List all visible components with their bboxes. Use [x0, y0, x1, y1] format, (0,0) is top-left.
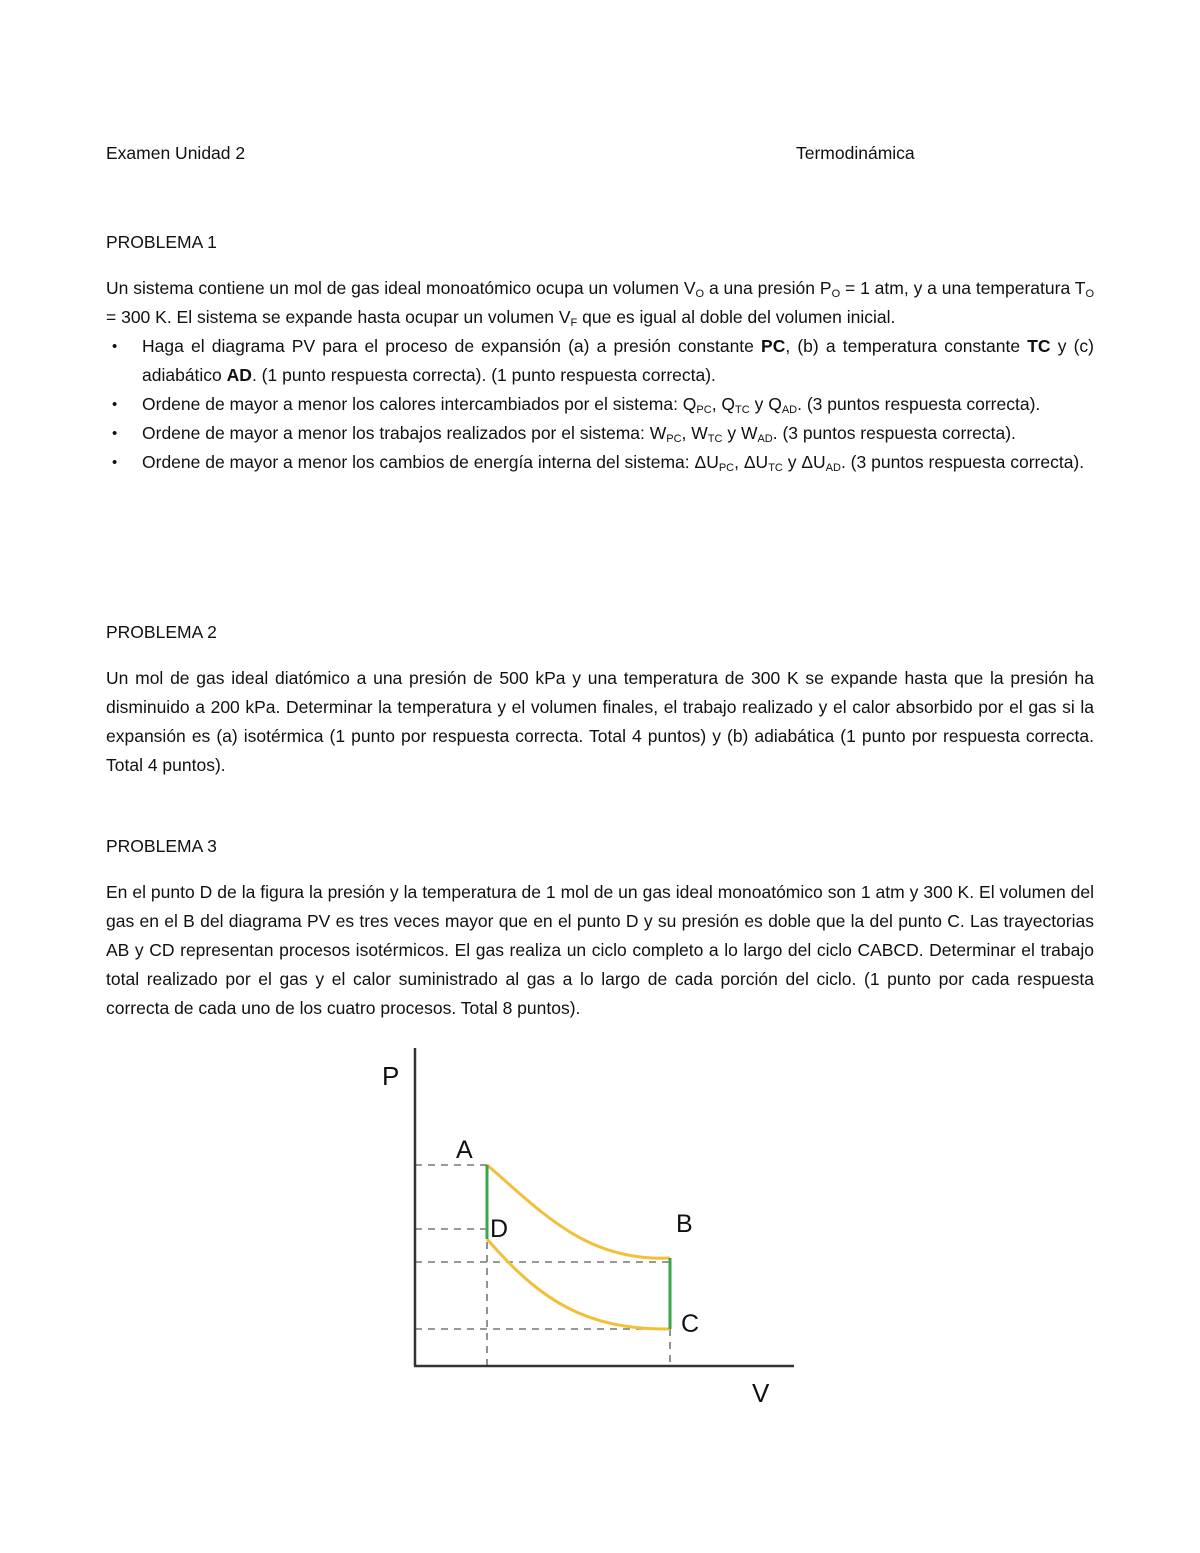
isotherm-ab [487, 1165, 670, 1258]
problem-1-title: PROBLEMA 1 [106, 232, 217, 252]
page-header [106, 143, 1096, 169]
list-item: • Ordene de mayor a menor los cambios de energía interna del sistema: $\Delta U_{PC}$, $\Delta U_{TC}$ y $\Delta U_{AD}$. (3 puntos respuesta correcta). [112, 452, 1085, 474]
problem-3-text: En el punto D de la figura la presión y la temperatura de 1 mol de un gas ideal monoatómico son 1 atm y 300 K. El volumen del gas en el B del diagrama PV es tres veces mayor que en el punto D y su presión es doble que la del punto C. Las trayectorias AB y CD representan procesos isotérmicos. El gas realiza un ciclo completo a lo largo del ciclo CABCD. Determinar el trabajo total realizado por el gas y el calor suministrado al gas a lo largo de cada porción del ciclo. (1 punto por cada respuesta correcta de cada uno de los cuatro procesos. Total 8 puntos). [106, 882, 1094, 1018]
isotherm-dc [487, 1239, 670, 1329]
axis-v-label: V [752, 1378, 770, 1408]
course-name: Termodinámica [796, 143, 915, 163]
problem-2-text: Un mol de gas ideal diatómico a una presión de 500 kPa y una temperatura de 300 K se expande hasta que la presión ha disminuido a 200 kPa. Determinar la temperatura y el volumen finales, el trabajo realizado y el calor absorbido por el gas si la expansión es (a) isotérmica (1 punto por respuesta correcta. Total 4 puntos) y (b) adiabática (1 punto por respuesta correcta. Total 4 puntos). [106, 668, 1094, 775]
list-item: • Ordene de mayor a menor los trabajos realizados por el sistema: $W_{PC}$, $W_{TC}$ y $W_{AD}$. (3 puntos respuesta correcta). [112, 423, 1016, 445]
problem-1-tasks [106, 332, 1094, 477]
point-a-label: A [456, 1136, 473, 1164]
list-item: • Haga el diagrama PV para el proceso de expansión (a) a presión constante PC, (b) a temperatura constante TC y (c) adiabático AD. (1 punto respuesta correcta). (1 punto respuesta correcta). [112, 336, 1094, 385]
exam-title: Examen Unidad 2 [106, 143, 246, 163]
problem-3-title: PROBLEMA 3 [106, 836, 217, 856]
problem-1-body [106, 274, 1094, 477]
guide-lines [415, 1165, 670, 1366]
pv-diagram [370, 1040, 810, 1420]
problem-2-title: PROBLEMA 2 [106, 622, 217, 642]
point-b-label: B [676, 1210, 693, 1238]
axis-p-label: P [382, 1061, 400, 1091]
list-item: • Ordene de mayor a menor los calores intercambiados por el sistema: $Q_{PC}$, $Q_{TC}$ y $Q_{AD}$. (3 puntos respuesta correcta). [112, 394, 1041, 416]
point-d-label: D [490, 1215, 509, 1243]
problem-1-intro: Un sistema contiene un mol de gas ideal monoatómico ocupa un volumen $V_O$ a una presión $P_O = 1$ atm, y a una temperatura $T_O = 300$ K. El sistema se expande hasta ocupar un volumen $V_F$ que es igual al doble del volumen inicial. [106, 278, 1094, 329]
point-c-label: C [681, 1310, 700, 1338]
